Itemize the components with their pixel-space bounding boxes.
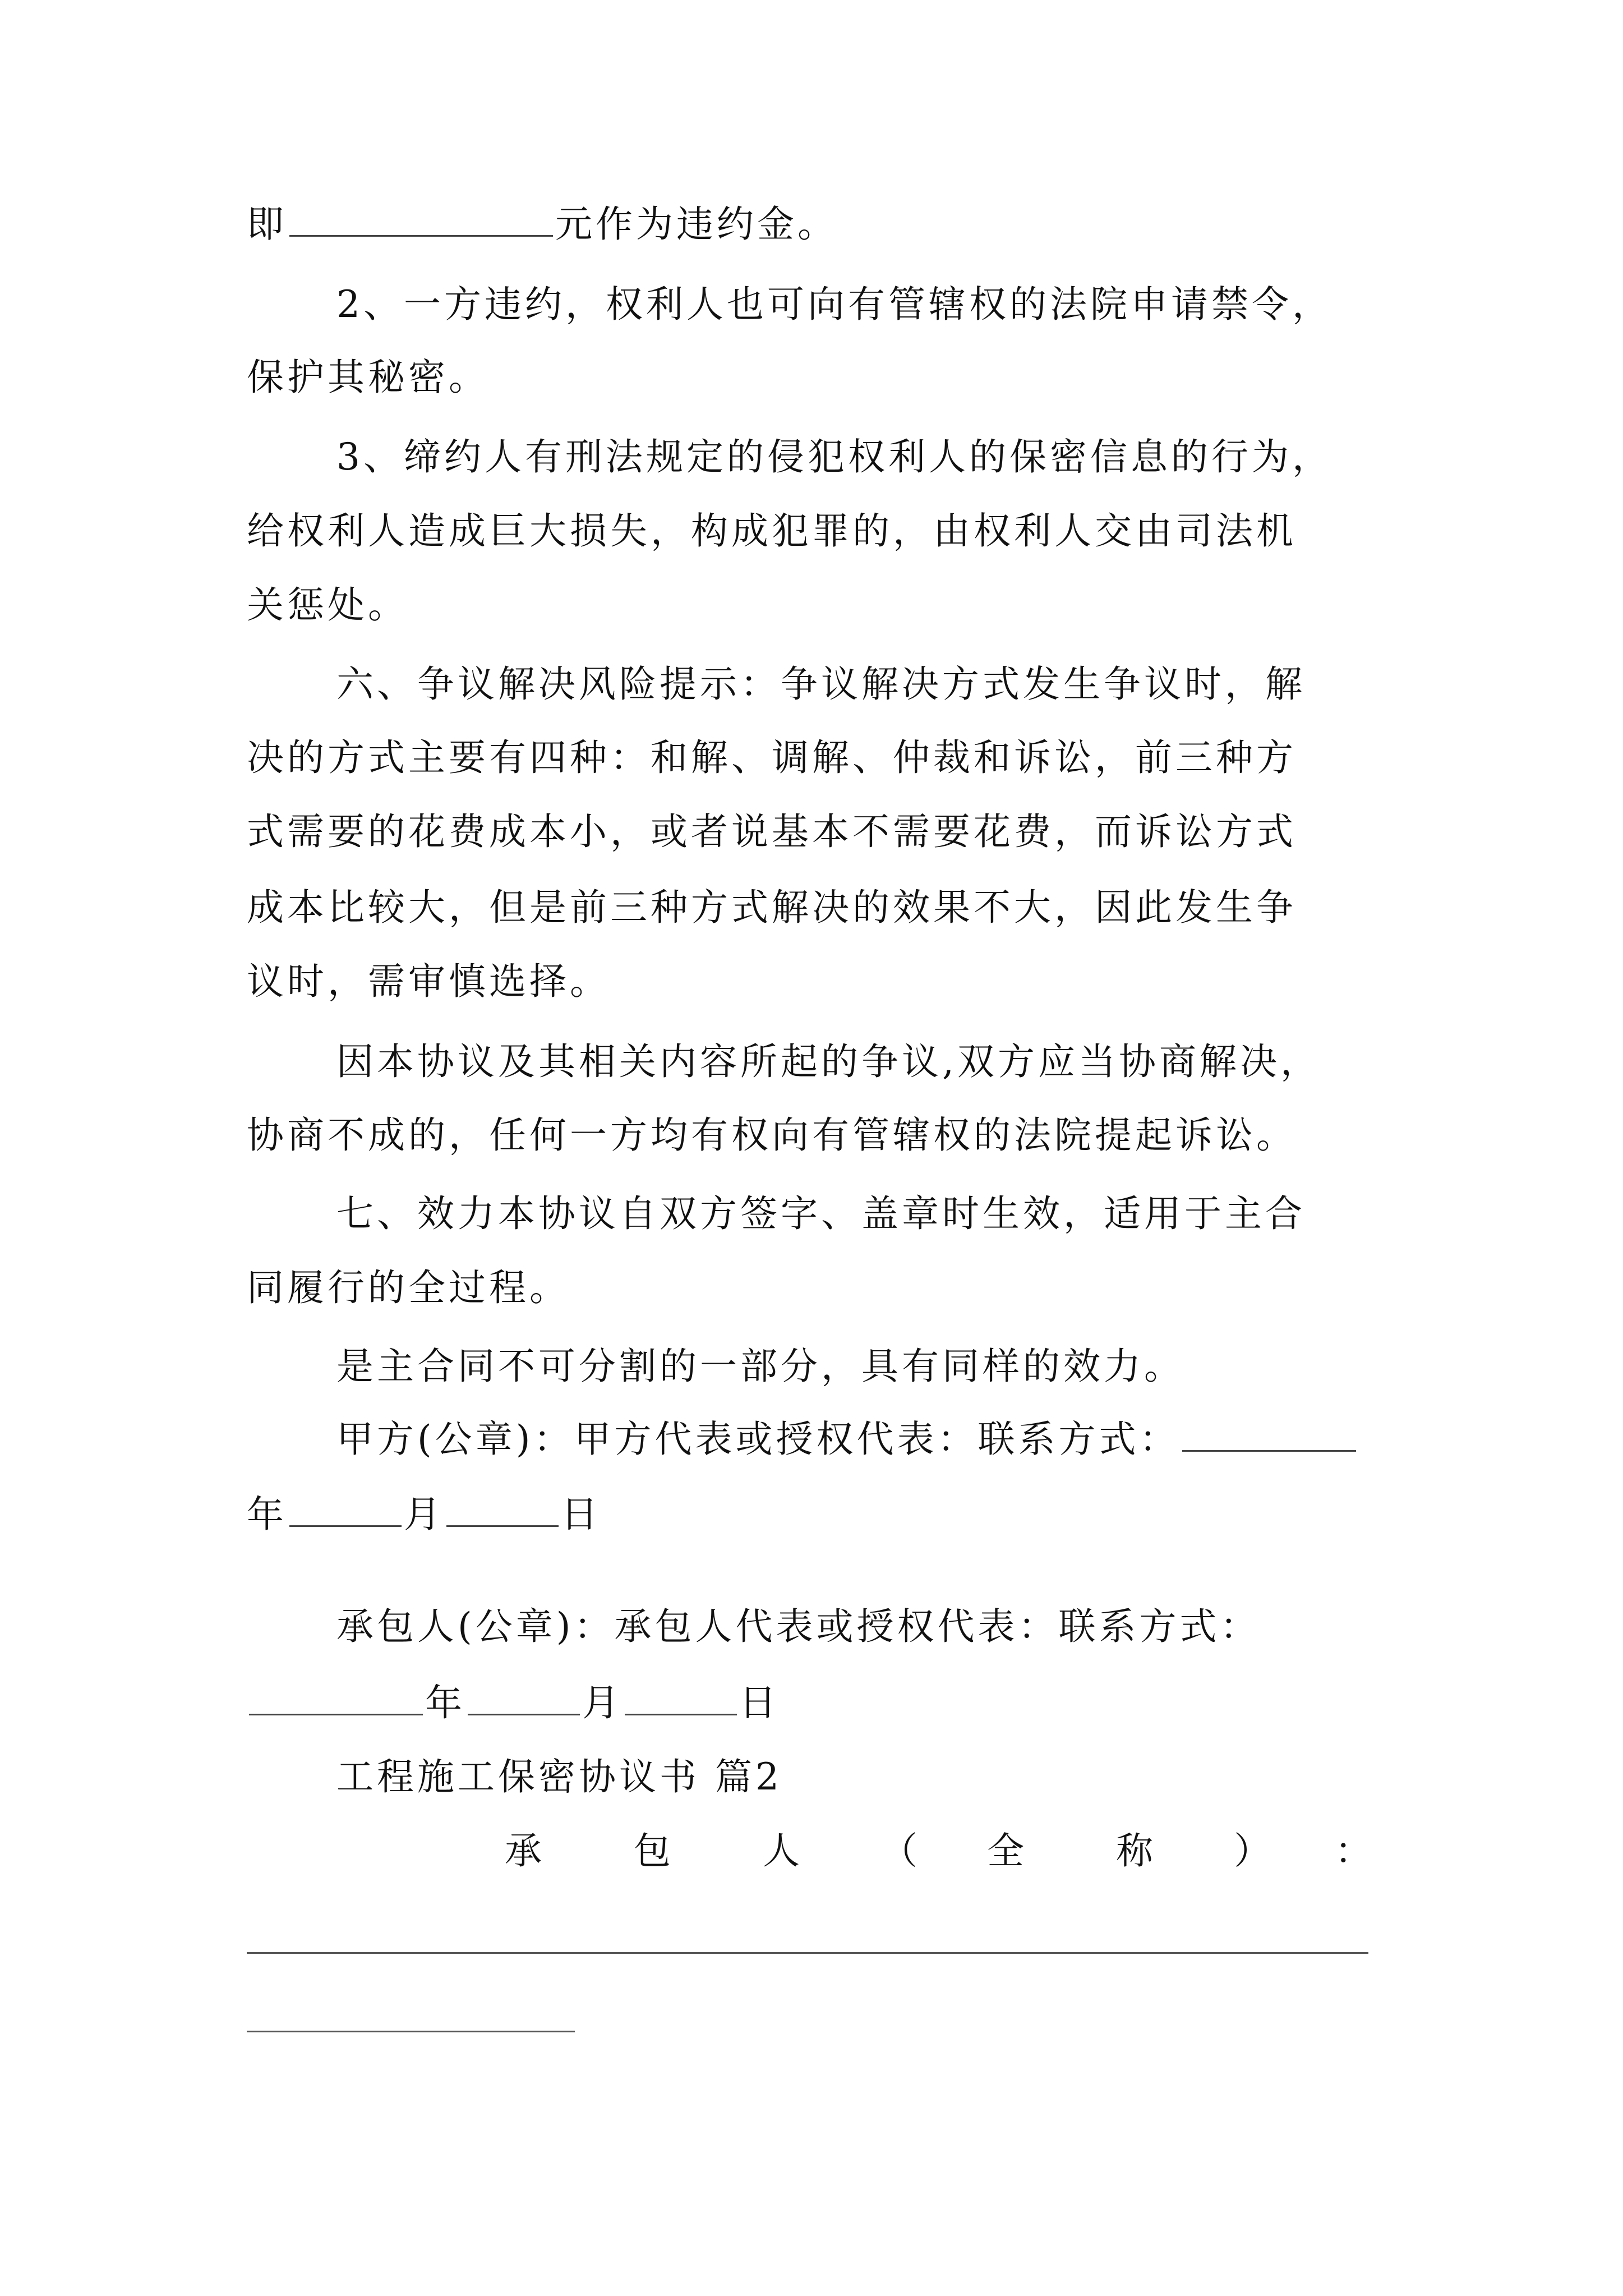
contractor-label-char: 称: [1116, 1829, 1153, 1872]
month-blank[interactable]: [289, 1493, 402, 1527]
contractor-label-char: 承: [505, 1829, 542, 1872]
paragraph-line: 3、缔约人有刑法规定的侵犯权利人的保密信息的行为，: [336, 435, 1332, 478]
contractor-label-char: 全: [987, 1829, 1024, 1872]
paragraph-line: 七、效力本协议自双方签字、盖章时生效，适用于主合: [336, 1192, 1306, 1235]
day-blank[interactable]: [446, 1493, 559, 1527]
contact-blank[interactable]: [1182, 1418, 1356, 1452]
contractor-name-blank[interactable]: [247, 1952, 1368, 1954]
contractor-label-char: 包: [634, 1829, 671, 1872]
paragraph-line: 因本协议及其相关内容所起的争议,双方应当协商解决，: [336, 1040, 1321, 1083]
paragraph-line: 2、一方违约，权利人也可向有管辖权的法院申请禁令，: [336, 283, 1332, 326]
contractor-label-char: 人: [763, 1829, 800, 1872]
year-label: 年: [247, 1493, 287, 1536]
month-label: 月: [582, 1681, 623, 1724]
contractor-signature-line: 承包人(公章)：承包人代表或授权代表：联系方式：: [336, 1605, 1261, 1648]
month-blank[interactable]: [468, 1681, 580, 1715]
paragraph-line: 六、争议解决风险提示：争议解决方式发生争议时，解: [336, 662, 1306, 706]
date-line: [247, 1492, 601, 1537]
paragraph-line: 给权利人造成巨大损失，构成犯罪的，由权利人交由司法机: [247, 509, 1297, 553]
paragraph-line: 式需要的花费成本小，或者说基本不需要花费，而诉讼方式: [247, 810, 1297, 853]
contractor-label-char: ）: [1234, 1829, 1271, 1872]
paragraph-line: 关惩处。: [247, 583, 408, 627]
contractor-label-char: ：: [1335, 1829, 1372, 1872]
year-blank[interactable]: [249, 1681, 423, 1715]
paragraph-line: 决的方式主要有四种：和解、调解、仲裁和诉讼，前三种方: [247, 736, 1297, 779]
paragraph-line: 同履行的全过程。: [247, 1266, 570, 1309]
paragraph-line: 是主合同不可分割的一部分，具有同样的效力。: [336, 1345, 1184, 1388]
line-text: 元作为违约金。: [555, 203, 838, 246]
date-line: [247, 1681, 780, 1726]
paragraph-line: [247, 202, 838, 247]
day-label: 日: [739, 1681, 780, 1724]
paragraph-line: 保护其秘密。: [247, 356, 489, 399]
year-label: 年: [425, 1681, 465, 1724]
month-label: 月: [404, 1493, 444, 1536]
day-blank[interactable]: [625, 1681, 737, 1715]
party-a-signature-line: [336, 1417, 1358, 1462]
fill-blank[interactable]: [289, 203, 553, 237]
day-label: 日: [561, 1493, 601, 1536]
section-title: 工程施工保密协议书 篇2: [336, 1755, 782, 1798]
paragraph-line: 成本比较大，但是前三种方式解决的效果不大，因此发生争: [247, 886, 1297, 929]
paragraph-line: 议时，需审慎选择。: [247, 960, 610, 1003]
paragraph-line: 协商不成的，任何一方均有权向有管辖权的法院提起诉讼。: [247, 1114, 1297, 1157]
contractor-label-char: （: [880, 1829, 917, 1872]
contractor-name-blank-continued[interactable]: [247, 2031, 575, 2032]
line-text: 甲方(公章)：甲方代表或授权代表：联系方式：: [336, 1418, 1180, 1461]
line-text: 即: [247, 203, 287, 246]
